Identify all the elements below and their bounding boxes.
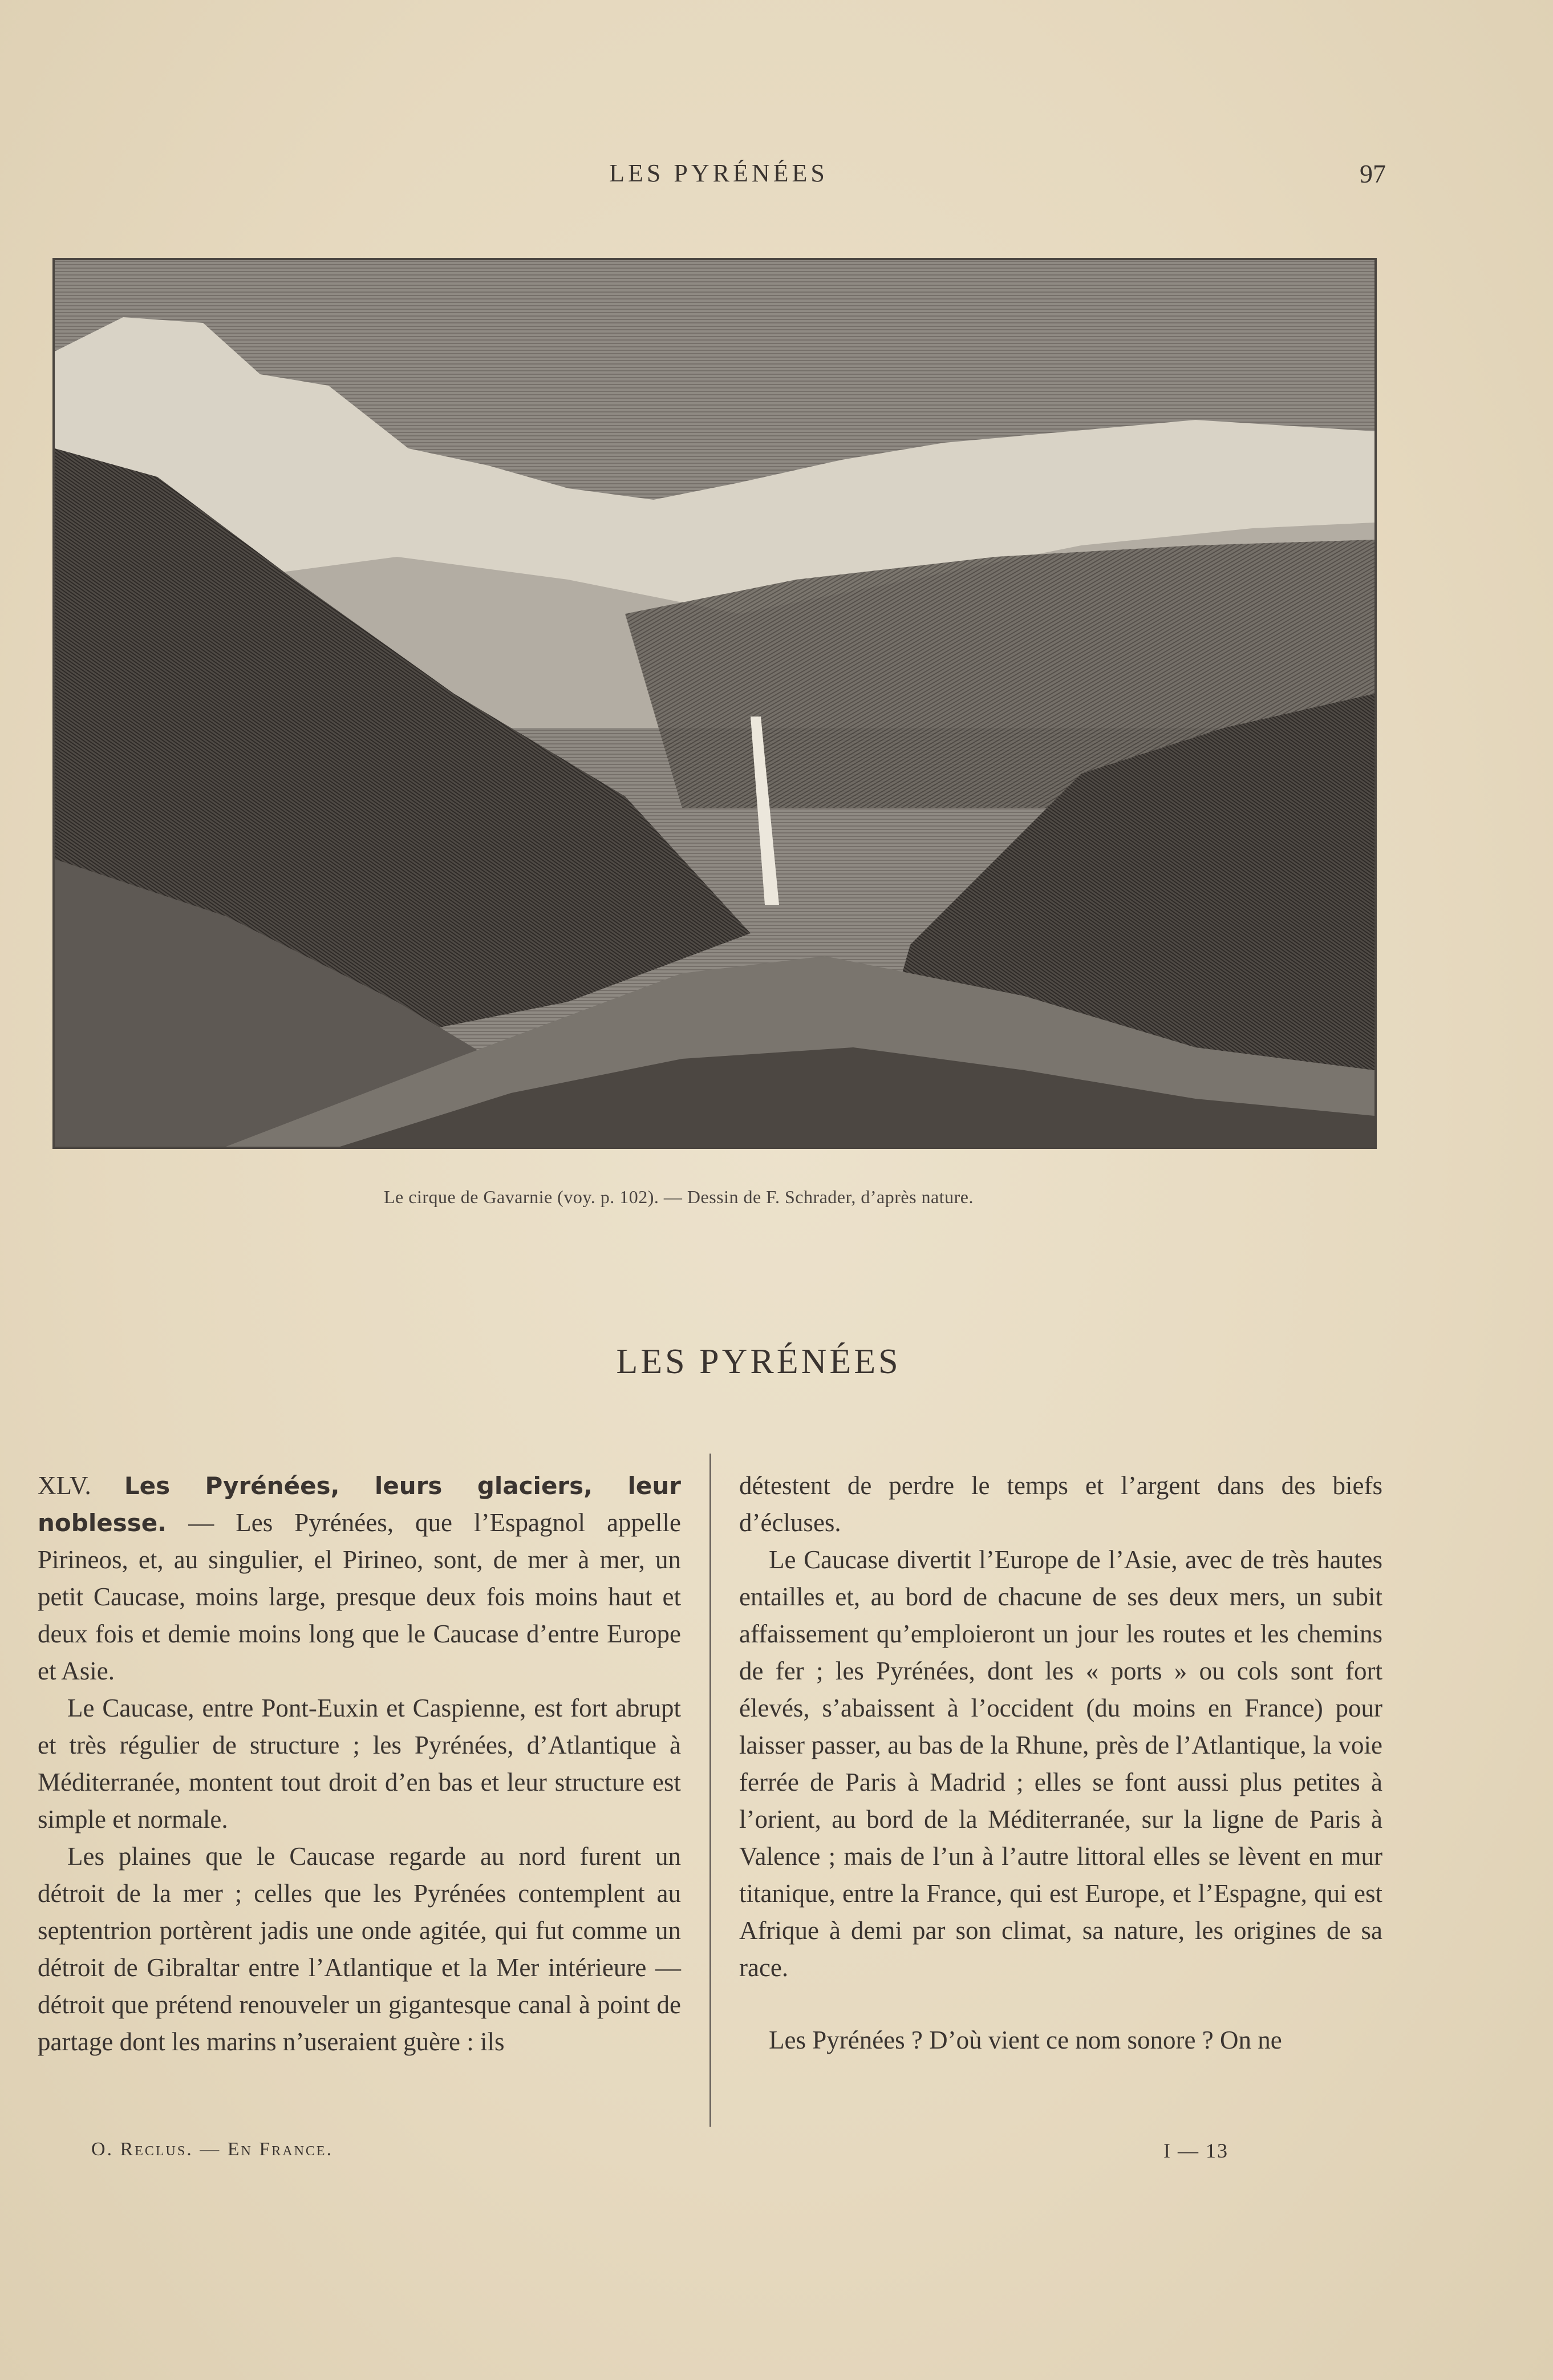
footer-author: O. Reclus. — En France. bbox=[91, 2139, 334, 2160]
section-number: XLV. bbox=[38, 1471, 91, 1500]
left-column bbox=[38, 1467, 681, 2061]
engraving-illustration bbox=[52, 258, 1377, 1149]
paragraph: Le Caucase divertit l’Europe de l’Asie, avec de très hautes entailles et, au bord de chacune de ses deux mers, un subit affaissement qu’emploieront un jour les routes et les chemins de fer ; les Pyrénées, dont les « ports » ou cols sont fort élevés, s’abaissent à l’occident (du moins en France) pour laisser passer, au bas de la Rhune, près de l’Atlantique, la voie ferrée de Paris à Madrid ; elles se font aussi plus petites à l’orient, au bord de la Méditerranée, sur la ligne de Paris à Valence ; mais de l’un à l’autre littoral elles se lèvent en mur titanique, entre la France, qui est Europe, et l’Espagne, qui est Afrique à demi par son climat, sa nature, les origines de sa race. bbox=[739, 1545, 1382, 1982]
figure-caption: Le cirque de Gavarnie (voy. p. 102). — Dessin de F. Schrader, d’après nature. bbox=[383, 1187, 974, 1207]
paragraph-gap bbox=[739, 1986, 1382, 2022]
paragraph-text: — Les Pyrénées, que l’Espagnol appelle Pirineos, et, au singulier, el Pirineo, sont, de mer à mer, un petit Caucase, moins large, presque deux fois moins haut et deux fois et demie moins long que le Caucase d’entre Europe et Asie. bbox=[38, 1508, 682, 1685]
right-column bbox=[739, 1467, 1382, 2059]
paragraph: Les Pyrénées ? D’où vient ce nom sonore ? On ne bbox=[769, 2026, 1282, 2054]
paragraph: détestent de perdre le temps et l’argent dans des biefs d’écluses. bbox=[739, 1471, 1382, 1537]
section-title: LES PYRÉNÉES bbox=[616, 1342, 901, 1381]
engraving-art bbox=[55, 260, 1374, 1147]
column-divider bbox=[709, 1454, 711, 2127]
paragraph-heading: Les Pyrénées, leurs glaciers, leur noblesse. bbox=[38, 1472, 682, 1537]
running-title: LES PYRÉNÉES bbox=[609, 159, 828, 187]
page-number: 97 bbox=[1360, 159, 1386, 188]
paragraph: Le Caucase, entre Pont-Euxin et Caspienne, est fort abrupt et très régulier de structure ; les Pyrénées, d’Atlantique à Méditerranée, montent tout droit d’en bas et leur structure est simple et normale. bbox=[38, 1694, 681, 1833]
paragraph-xlv bbox=[38, 1467, 681, 1690]
paragraph: Les plaines que le Caucase regarde au nord furent un détroit de la mer ; celles que les Pyrénées contemplent au septentrion portèrent jadis une onde agitée, qui fut comme un détroit de Gibraltar entre l’Atlantique et la Mer intérieure — détroit que prétend renouveler un gigantesque canal à point de partage dont les marins n’useraient guère : ils bbox=[38, 1842, 681, 2056]
footer-signature: I — 13 bbox=[1163, 2139, 1228, 2162]
